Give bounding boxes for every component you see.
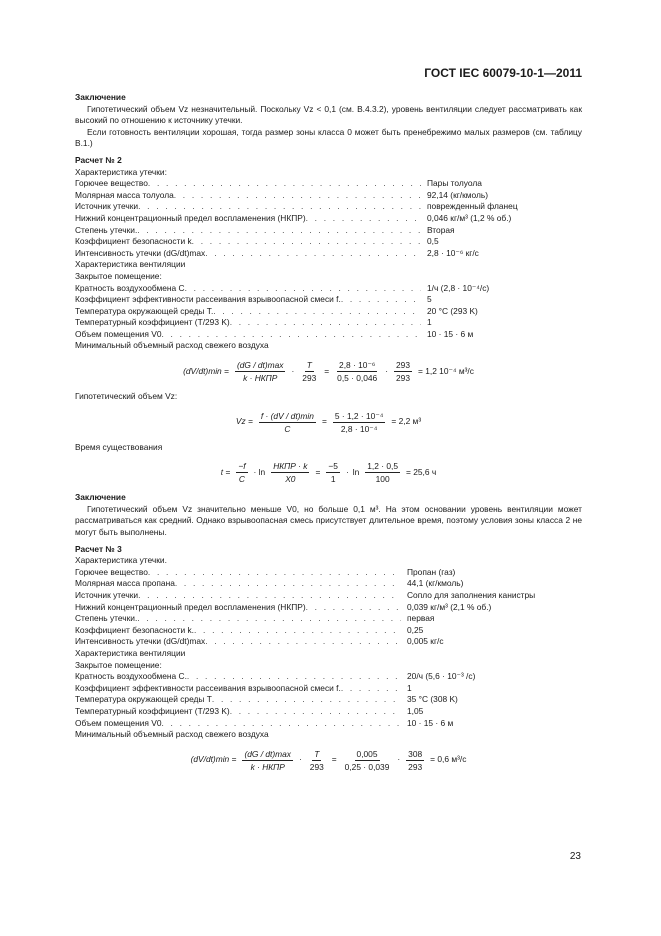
f4-frac-3 bbox=[341, 749, 394, 772]
conclusion-1-paragraph-2: Если готовность вентиляции хорошая, тогда размер зоны класса 0 может быть пренебрежимо малых размеров (см. таблицу В.1.) bbox=[75, 126, 582, 149]
f1-d1: k · НКПР bbox=[243, 373, 278, 384]
calc-3-vent-list bbox=[75, 671, 582, 729]
leader-dots bbox=[194, 625, 401, 637]
spec-row bbox=[75, 706, 582, 718]
f4-n4: 308 bbox=[408, 748, 423, 759]
f3-frac-1 bbox=[234, 461, 249, 484]
spec-row bbox=[75, 636, 582, 648]
spec-value: 0,039 кг/м³ (2,1 % об.) bbox=[407, 601, 492, 612]
spec-value: первая bbox=[407, 613, 435, 624]
f3-frac-4 bbox=[363, 461, 402, 484]
spec-row bbox=[75, 283, 582, 295]
spec-label: Степень утечки. bbox=[75, 613, 138, 624]
spec-row bbox=[75, 671, 582, 683]
spec-label: Кратность воздухообмена C. bbox=[75, 671, 187, 682]
spec-row bbox=[75, 225, 582, 237]
spec-row bbox=[75, 329, 582, 341]
spec-value: 0,5 bbox=[427, 236, 439, 247]
spec-value: 1 bbox=[407, 682, 412, 693]
spec-value: 5 bbox=[427, 294, 432, 305]
spec-row bbox=[75, 625, 582, 637]
spec-value: 0,005 кг/с bbox=[407, 636, 444, 647]
spec-label: Интенсивность утечки (dG/dt)max bbox=[75, 247, 206, 258]
f2-lhs: Vz = bbox=[235, 416, 253, 427]
f3-n4: 1,2 · 0,5 bbox=[367, 461, 398, 472]
spec-value: поврежденный фланец bbox=[427, 201, 518, 212]
calc-3-leak-list bbox=[75, 567, 582, 648]
spec-value: 0,25 bbox=[407, 624, 424, 635]
f4-n2: T bbox=[314, 748, 320, 759]
calc-2-vz-formula: Vz = $\frac{f \cdot (dV / dt)\min}{C}$ = $\frac{\text{5 · 1,2 · 10⁻⁴}}{\text{2,8 · 10⁻⁴}}$ = 2,2 м³ bbox=[235, 410, 422, 434]
spec-label: Температура окружающей среды T. bbox=[75, 305, 214, 316]
f3-n3: −5 bbox=[328, 461, 338, 472]
f1-d4: 293 bbox=[396, 373, 410, 384]
f1-d3: 0,5 · 0,046 bbox=[337, 373, 378, 384]
leader-dots bbox=[137, 613, 401, 625]
spec-row bbox=[75, 306, 582, 318]
f3-d2: X0 bbox=[285, 474, 296, 485]
f4-n3: 0,005 bbox=[356, 748, 378, 759]
spec-label: Температурный коэффициент (T/293 K) bbox=[75, 317, 230, 328]
f1-d2: 293 bbox=[302, 373, 317, 384]
f1-n2: T bbox=[306, 360, 312, 371]
calc-2-title: Расчет № 2 bbox=[75, 154, 122, 165]
f3-result: = 25,6 ч bbox=[406, 466, 437, 477]
calc-3-vent-sub: Закрытое помещение: bbox=[75, 659, 162, 670]
f1-frac-4 bbox=[392, 360, 414, 383]
spec-label: Нижний концентрационный предел воспламенения (НКПР) bbox=[75, 601, 306, 612]
f4-lhs: (dV/dt)min = bbox=[190, 754, 237, 765]
calc-2-flow-formula: (dV/dt)min = $\frac{(dG / dt)\max}{\text{k · НКПР}}$ · $\frac{T}{293}$ = $\frac{\text{2,8 · 10⁻⁶}}{0,5 \cdot 0,046}$ · $\frac{293}{293}$ = 1,2 10⁻⁴ м³/с bbox=[183, 360, 474, 384]
spec-row bbox=[75, 602, 582, 614]
spec-value: Пары толуола bbox=[427, 178, 482, 189]
conclusion-2-paragraph: Гипотетический объем Vz значительно меньше V0, но больше 0,1 м³. На этом основании уровень вентиляции может рассматриваться как средний. Однако взрывоопасная смесь присутствует длительное время, поэтому условия зоны класса 2 не могут быть выполнены. bbox=[75, 503, 582, 538]
conclusion-1-title: Заключение bbox=[75, 92, 126, 102]
leader-dots bbox=[175, 578, 401, 590]
leader-dots bbox=[161, 329, 421, 341]
spec-label: Интенсивность утечки (dG/dt)max bbox=[75, 636, 206, 647]
spec-label: Степень утечки. bbox=[75, 224, 138, 235]
spec-value: 10 · 15 · 6 м bbox=[407, 717, 454, 728]
leader-dots bbox=[161, 718, 401, 730]
conclusion-2-title: Заключение bbox=[75, 492, 126, 503]
calc-2-vent-list bbox=[75, 283, 582, 341]
spec-label: Коэффициент эффективности рассеивания взрывоопасной смеси f. bbox=[75, 682, 341, 693]
calc-2-vent-sub: Закрытое помещение: bbox=[75, 270, 162, 281]
leader-dots bbox=[187, 671, 401, 683]
leader-dots bbox=[138, 201, 421, 213]
calc-2-flow-title: Минимальный объемный расход свежего воздуха bbox=[75, 340, 269, 351]
calc-3-flow-formula: (dV/dt)min = $\frac{(dG / dt)\max}{\text{k · НКПР}}$ · $\frac{T}{293}$ = $\frac{0,005}{0,25 \cdot 0,039}$ · $\frac{308}{293}$ = 0,6 м³/с bbox=[190, 748, 467, 772]
spec-row bbox=[75, 317, 582, 329]
standard-header: ГОСТ IEC 60079-10-1—2011 bbox=[424, 66, 582, 80]
spec-row bbox=[75, 590, 582, 602]
f3-frac-3 bbox=[324, 461, 342, 484]
leader-dots bbox=[306, 213, 421, 225]
calc-3-title: Расчет № 3 bbox=[75, 543, 122, 554]
f2-d2: 2,8 · 10⁻⁴ bbox=[340, 423, 378, 434]
f3-ln-2: ln bbox=[352, 466, 360, 477]
spec-label: Температура окружающей среды T bbox=[75, 694, 212, 705]
leader-dots bbox=[230, 706, 401, 718]
f4-n1: (dG / dt)max bbox=[244, 748, 291, 759]
spec-label: Горючее вещество bbox=[75, 178, 148, 189]
f4-d4: 293 bbox=[408, 761, 423, 772]
spec-label: Коэффициент безопасности k. bbox=[75, 624, 194, 635]
f2-n1: f · (dV / dt)min bbox=[260, 410, 314, 421]
spec-row bbox=[75, 294, 582, 306]
spec-row bbox=[75, 248, 582, 260]
leader-dots bbox=[341, 294, 421, 306]
spec-label: Молярная масса пропана bbox=[75, 578, 175, 589]
f1-frac-3 bbox=[333, 360, 381, 383]
leader-dots bbox=[205, 248, 421, 260]
calc-2-vz-title: Гипотетический объем Vz: bbox=[75, 391, 178, 402]
page-content bbox=[75, 90, 582, 780]
spec-value: 0,046 кг/м³ (1,2 % об.) bbox=[427, 212, 512, 223]
calc-2-time-formula: t = $\frac{-f}{C}$ · ln $\frac{\text{НКПР · k}}{X0}$ = $\frac{-5}{1}$ · ln $\frac{1,2 \cdot 0,5}{100}$ = 25,6 ч bbox=[220, 461, 437, 485]
f3-d1: C bbox=[238, 474, 245, 485]
spec-value: 2,8 · 10⁻⁶ кг/с bbox=[427, 247, 479, 258]
spec-row bbox=[75, 201, 582, 213]
spec-row bbox=[75, 213, 582, 225]
page-number: 23 bbox=[569, 851, 581, 862]
f3-n1: −f bbox=[238, 461, 246, 472]
f4-result: = 0,6 м³/с bbox=[430, 754, 467, 765]
f1-result: = 1,2 10⁻⁴ м³/с bbox=[418, 365, 474, 376]
f2-result: = 2,2 м³ bbox=[391, 416, 422, 427]
leader-dots bbox=[341, 683, 401, 695]
spec-row bbox=[75, 694, 582, 706]
calc-2-time-title: Время существования bbox=[75, 441, 163, 452]
spec-row bbox=[75, 178, 582, 190]
f1-n4: 293 bbox=[396, 360, 410, 371]
leader-dots bbox=[148, 178, 421, 190]
spec-label: Объем помещения V0 bbox=[75, 328, 162, 339]
spec-label: Коэффициент эффективности рассеивания взрывоопасной смеси f. bbox=[75, 294, 341, 305]
f1-frac-1 bbox=[233, 360, 288, 383]
spec-row bbox=[75, 567, 582, 579]
f3-d3: 1 bbox=[330, 474, 336, 485]
leader-dots bbox=[230, 317, 421, 329]
spec-label: Молярная масса толуола bbox=[75, 189, 174, 200]
leader-dots bbox=[138, 590, 401, 602]
calc-3-vent-title: Характеристика вентиляции bbox=[75, 647, 186, 658]
leader-dots bbox=[212, 694, 401, 706]
spec-row bbox=[75, 190, 582, 202]
f4-frac-2 bbox=[306, 749, 328, 772]
calc-3-leak-title: Характеристика утечки. bbox=[75, 555, 167, 566]
f4-frac-4 bbox=[404, 749, 426, 772]
spec-label: Источник утечки bbox=[75, 201, 139, 212]
f4-frac-1 bbox=[240, 749, 295, 772]
f4-d3: 0,25 · 0,039 bbox=[344, 761, 390, 772]
spec-value: 92,14 (кг/кмоль) bbox=[427, 189, 489, 200]
leader-dots bbox=[174, 190, 421, 202]
spec-label: Кратность воздухообмена C bbox=[75, 282, 185, 293]
leader-dots bbox=[192, 236, 421, 248]
spec-row bbox=[75, 613, 582, 625]
leader-dots bbox=[205, 636, 401, 648]
spec-value: 1/ч (2,8 · 10⁻⁴/с) bbox=[427, 282, 490, 293]
spec-value: Сопло для заполнения канистры bbox=[407, 590, 536, 600]
f3-d4: 100 bbox=[375, 474, 390, 485]
f1-n1: (dG / dt)max bbox=[236, 360, 284, 371]
f1-frac-2 bbox=[298, 360, 320, 383]
f3-frac-2 bbox=[269, 461, 311, 484]
calc-2-leak-title: Характеристика утечки: bbox=[75, 166, 167, 177]
leader-dots bbox=[137, 225, 421, 237]
spec-label: Горючее вещество bbox=[75, 566, 148, 577]
f1-n3: 2,8 · 10⁻⁶ bbox=[339, 360, 376, 371]
spec-row bbox=[75, 578, 582, 590]
spec-value: 1 bbox=[427, 317, 432, 328]
f1-lhs: (dV/dt)min = bbox=[183, 365, 229, 376]
f2-frac-2 bbox=[331, 411, 388, 434]
calc-2-leak-list bbox=[75, 178, 582, 259]
conclusion-1-paragraph-1: Гипотетический объем Vz незначительный. Поскольку Vz < 0,1 (см. В.4.3.2), уровень вентиляции следует рассматривать как высокий по отношению к источнику утечки. bbox=[75, 103, 582, 126]
spec-value: Пропан (газ) bbox=[407, 566, 456, 577]
spec-value: 10 · 15 · 6 м bbox=[427, 328, 474, 339]
f4-d1: k · НКПР bbox=[250, 761, 285, 772]
calc-2-vent-title: Характеристика вентиляции bbox=[75, 259, 186, 270]
spec-label: Температурный коэффициент (T/293 K) bbox=[75, 705, 230, 716]
spec-label: Коэффициент безопасности k bbox=[75, 236, 192, 247]
spec-value: 44,1 (кг/кмоль) bbox=[407, 578, 464, 589]
spec-label: Объем помещения V0 bbox=[75, 717, 162, 728]
f3-n2: НКПР · k bbox=[273, 461, 308, 472]
spec-value: 20/ч (5,6 · 10⁻³ /с) bbox=[407, 671, 476, 682]
leader-dots bbox=[213, 306, 421, 318]
calc-3-flow-title: Минимальный объемный расход свежего воздуха bbox=[75, 729, 269, 740]
spec-value: 20 °C (293 K) bbox=[427, 305, 478, 316]
leader-dots bbox=[185, 283, 421, 295]
f2-frac-1 bbox=[257, 411, 318, 434]
f3-ln-1: · ln bbox=[253, 466, 266, 477]
spec-value: Вторая bbox=[427, 224, 455, 235]
f3-lhs: t = bbox=[220, 466, 231, 477]
spec-row bbox=[75, 718, 582, 730]
leader-dots bbox=[148, 567, 401, 579]
spec-label: Нижний концентрационный предел воспламенения (НКПР) bbox=[75, 212, 306, 223]
spec-value: 35 °C (308 K) bbox=[407, 694, 458, 705]
spec-row bbox=[75, 236, 582, 248]
spec-row bbox=[75, 683, 582, 695]
f4-d2: 293 bbox=[309, 761, 324, 772]
f2-d1: C bbox=[284, 423, 291, 434]
spec-label: Источник утечки bbox=[75, 590, 139, 600]
spec-value: 1,05 bbox=[407, 705, 424, 716]
leader-dots bbox=[306, 602, 401, 614]
f2-n2: 5 · 1,2 · 10⁻⁴ bbox=[334, 410, 384, 421]
